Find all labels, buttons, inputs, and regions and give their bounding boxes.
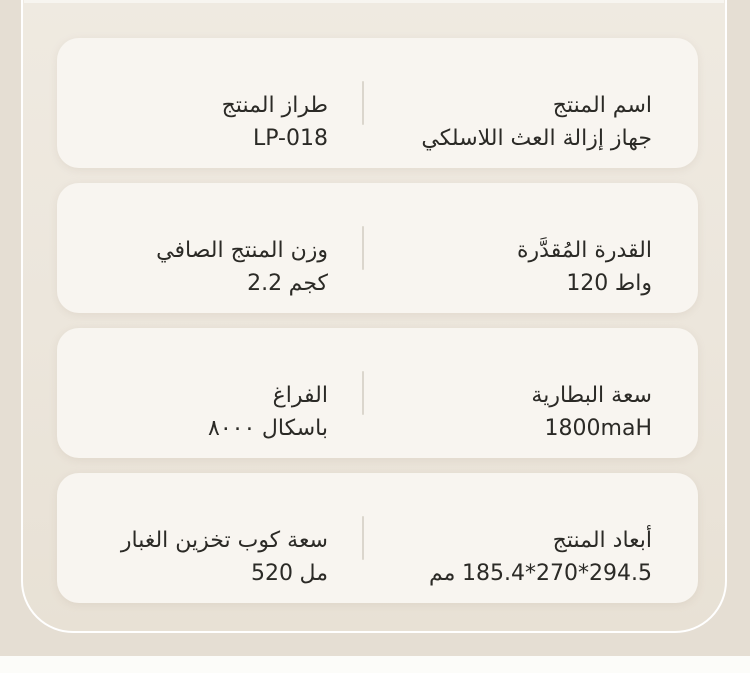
spec-value [429, 557, 652, 590]
value-unit: مم [429, 561, 456, 586]
spec-cell-product-dimensions [363, 473, 698, 603]
value-unit: باسكال [261, 416, 328, 441]
value-unit: كجم [288, 271, 328, 296]
value-text: جهاز إزالة العث اللاسلكي [421, 126, 652, 151]
spec-value [545, 412, 652, 445]
value-number: ٨٠٠٠ [208, 416, 256, 441]
value-number: 520 [250, 561, 293, 586]
spec-value [421, 122, 652, 155]
column-divider [362, 81, 364, 125]
spec-value [247, 267, 328, 300]
spec-card-dimensions-dustcup [57, 473, 698, 603]
spec-cell-net-weight [57, 183, 363, 313]
spec-label: طراز المنتج [221, 93, 328, 118]
spec-cell-rated-power [363, 183, 698, 313]
spec-value [208, 412, 328, 445]
spec-table [57, 38, 698, 603]
spec-cell-dust-cup-capacity [57, 473, 363, 603]
value-number: 120 [566, 271, 609, 296]
spec-card-battery-vacuum [57, 328, 698, 458]
column-divider [362, 516, 364, 560]
spec-cell-vacuum [57, 328, 363, 458]
spec-cell-product-name [363, 38, 698, 168]
spec-cell-battery-capacity [363, 328, 698, 458]
previous-card-edge [24, 0, 724, 3]
column-divider [362, 226, 364, 270]
value-unit: واط [614, 271, 652, 296]
column-divider [362, 371, 364, 415]
spec-card-power-weight [57, 183, 698, 313]
value-number: 2.2 [247, 271, 283, 296]
spec-cell-product-model [57, 38, 363, 168]
value-unit: مل [299, 561, 328, 586]
value-text: 1800maH [544, 416, 652, 441]
spec-card-product-name-model [57, 38, 698, 168]
spec-label: اسم المنتج [552, 93, 652, 118]
value-number: 185.4*270*294.5 [462, 561, 652, 586]
spec-label: سعة البطارية [531, 383, 652, 408]
spec-value [251, 557, 328, 590]
spec-label: الفراغ [272, 383, 328, 408]
spec-label: القدرة المُقدَّرة [517, 238, 652, 263]
spec-label: وزن المنتج الصافي [156, 238, 328, 263]
spec-label: سعة كوب تخزين الغبار [120, 528, 328, 553]
spec-value [566, 267, 652, 300]
spec-value [253, 122, 328, 155]
next-section-edge [0, 656, 750, 673]
spec-label: أبعاد المنتج [552, 528, 652, 553]
value-text: LP-018 [253, 126, 328, 151]
